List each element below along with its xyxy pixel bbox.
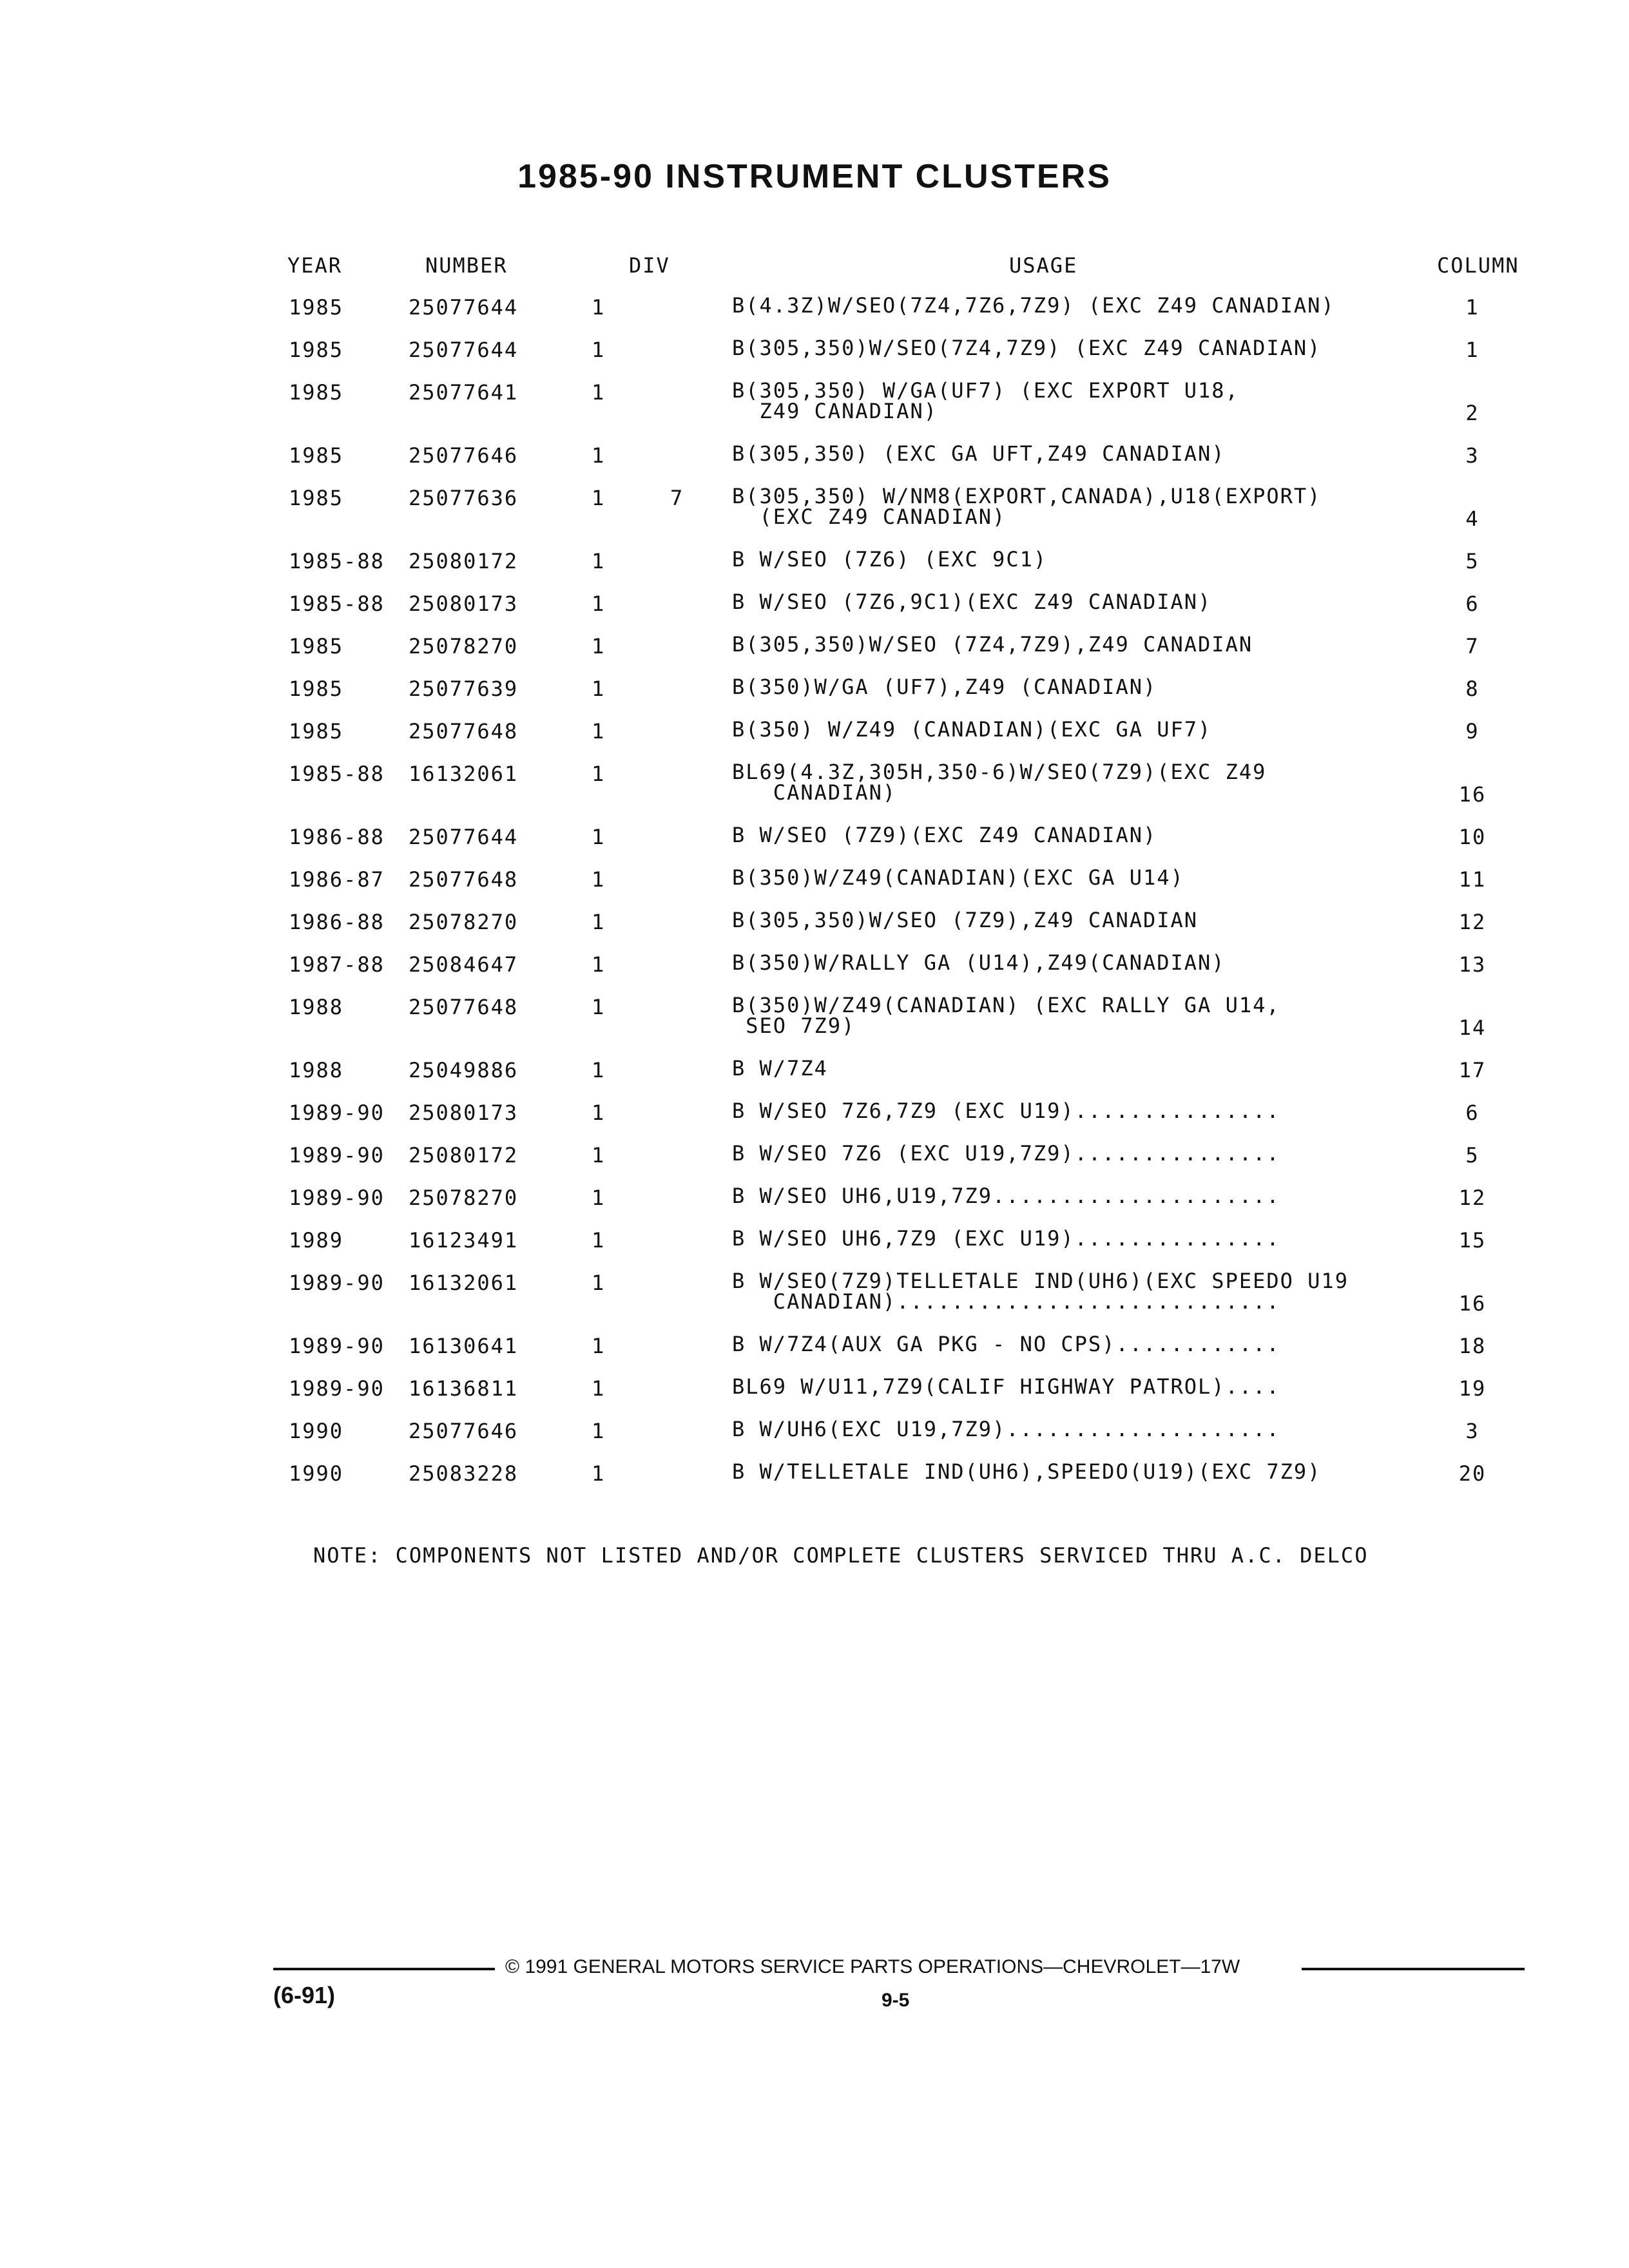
footer-rule-left xyxy=(273,1968,495,1970)
note: NOTE: COMPONENTS NOT LISTED AND/OR COMPLETE CLUSTERS SERVICED THRU A.C. DELCO xyxy=(313,1543,1369,1568)
cell-number: 16130641 xyxy=(409,1334,519,1358)
cell-year: 1985-88 xyxy=(289,591,385,616)
cell-usage: B(305,350)W/SEO (7Z4,7Z9),Z49 CANADIAN xyxy=(732,632,1253,657)
cell-column: 1 xyxy=(1465,338,1480,362)
cell-year: 1985 xyxy=(289,295,344,320)
cell-column: 10 xyxy=(1458,825,1487,849)
cell-column: 13 xyxy=(1458,952,1487,977)
cell-column: 16 xyxy=(1458,782,1487,807)
cell-number: 25080172 xyxy=(409,549,519,573)
cell-div: 1 xyxy=(592,549,606,573)
cell-number: 25077644 xyxy=(409,338,519,362)
cell-year: 1989-90 xyxy=(289,1376,385,1401)
cell-year: 1986-88 xyxy=(289,910,385,934)
cell-column: 12 xyxy=(1458,1186,1487,1210)
cell-year: 1985 xyxy=(289,443,344,468)
cell-number: 25077641 xyxy=(409,380,519,405)
cell-div: 1 xyxy=(592,380,606,405)
cell-year: 1989-90 xyxy=(289,1271,385,1295)
cell-usage: B W/UH6(EXC U19,7Z9).................... xyxy=(732,1417,1280,1441)
cell-usage: B W/SEO (7Z9)(EXC Z49 CANADIAN) xyxy=(732,823,1157,847)
cell-usage: B W/SEO (7Z6) (EXC 9C1) xyxy=(732,547,1048,572)
header-div: DIV xyxy=(629,253,670,278)
cell-year: 1986-87 xyxy=(289,867,385,892)
footer-copyright: © 1991 GENERAL MOTORS SERVICE PARTS OPERATIONS—CHEVROLET—17W xyxy=(505,1956,1240,1977)
cell-column: 1 xyxy=(1465,295,1480,320)
cell-column: 3 xyxy=(1465,1419,1480,1443)
cell-div: 1 xyxy=(592,443,606,468)
cell-div: 1 xyxy=(592,719,606,744)
cell-div: 1 xyxy=(592,1186,606,1210)
cell-column: 6 xyxy=(1465,591,1480,616)
cell-number: 25078270 xyxy=(409,634,519,658)
cell-usage: B(350)W/Z49(CANADIAN)(EXC GA U14) xyxy=(732,865,1184,890)
cell-year: 1985 xyxy=(289,338,344,362)
cell-number: 25080173 xyxy=(409,591,519,616)
cell-usage: B W/SEO (7Z6,9C1)(EXC Z49 CANADIAN) xyxy=(732,590,1212,614)
cell-usage: B(350)W/Z49(CANADIAN) (EXC RALLY GA U14, SEO 7Z9) xyxy=(732,993,1280,1038)
cell-usage: B W/SEO 7Z6 (EXC U19,7Z9)............... xyxy=(732,1141,1280,1166)
cell-number: 16132061 xyxy=(409,1271,519,1295)
cell-div: 1 xyxy=(592,1271,606,1295)
cell-number: 25084647 xyxy=(409,952,519,977)
cell-year: 1989-90 xyxy=(289,1143,385,1168)
footer-rule-right xyxy=(1302,1968,1525,1970)
cell-div: 1 xyxy=(592,1228,606,1253)
cell-column: 5 xyxy=(1465,549,1480,573)
cell-div: 1 xyxy=(592,867,606,892)
page-title: 1985-90 INSTRUMENT CLUSTERS xyxy=(517,158,1112,195)
cell-year: 1989-90 xyxy=(289,1334,385,1358)
cell-usage: BL69(4.3Z,305H,350-6)W/SEO(7Z9)(EXC Z49 CANADIAN) xyxy=(732,760,1267,805)
header-column: COLUMN xyxy=(1437,253,1519,278)
cell-div: 1 xyxy=(592,486,606,510)
cell-div: 1 xyxy=(592,1058,606,1082)
footer-date-code: (6-91) xyxy=(273,1982,336,2008)
cell-div: 1 xyxy=(592,677,606,701)
cell-usage: B(305,350) W/NM8(EXPORT,CANADA),U18(EXPORT) (EXC Z49 CANADIAN) xyxy=(732,484,1322,529)
cell-column: 19 xyxy=(1458,1376,1487,1401)
cell-number: 25080173 xyxy=(409,1100,519,1125)
cell-year: 1985 xyxy=(289,719,344,744)
cell-div: 1 xyxy=(592,1461,606,1486)
cell-usage: BL69 W/U11,7Z9(CALIF HIGHWAY PATROL).... xyxy=(732,1374,1280,1399)
cell-number: 16123491 xyxy=(409,1228,519,1253)
cell-usage: B(305,350) (EXC GA UFT,Z49 CANADIAN) xyxy=(732,441,1226,466)
page-number: 9-5 xyxy=(882,1990,910,2011)
cell-usage: B W/SEO UH6,U19,7Z9..................... xyxy=(732,1184,1280,1208)
cell-usage: B W/SEO 7Z6,7Z9 (EXC U19)............... xyxy=(732,1099,1280,1123)
cell-number: 25077648 xyxy=(409,719,519,744)
cell-number: 16136811 xyxy=(409,1376,519,1401)
cell-number: 25077644 xyxy=(409,295,519,320)
cell-year: 1989-90 xyxy=(289,1100,385,1125)
cell-column: 4 xyxy=(1465,506,1480,531)
cell-column: 16 xyxy=(1458,1291,1487,1316)
cell-usage: B(305,350)W/SEO (7Z9),Z49 CANADIAN xyxy=(732,908,1199,932)
cell-year: 1988 xyxy=(289,995,344,1019)
cell-number: 25077648 xyxy=(409,867,519,892)
cell-column: 15 xyxy=(1458,1228,1487,1253)
cell-div: 1 xyxy=(592,338,606,362)
cell-year: 1989 xyxy=(289,1228,344,1253)
cell-usage: B(350)W/GA (UF7),Z49 (CANADIAN) xyxy=(732,675,1157,699)
cell-year: 1985 xyxy=(289,380,344,405)
cell-column: 11 xyxy=(1458,867,1487,892)
cell-div: 1 xyxy=(592,1334,606,1358)
cell-div: 1 xyxy=(592,910,606,934)
cell-number: 25080172 xyxy=(409,1143,519,1168)
cell-year: 1985 xyxy=(289,634,344,658)
cell-year: 1990 xyxy=(289,1419,344,1443)
cell-year: 1990 xyxy=(289,1461,344,1486)
cell-column: 2 xyxy=(1465,401,1480,425)
cell-div: 1 xyxy=(592,1143,606,1168)
cell-column: 8 xyxy=(1465,677,1480,701)
cell-year: 1986-88 xyxy=(289,825,385,849)
cell-number: 25077636 xyxy=(409,486,519,510)
cell-number: 25049886 xyxy=(409,1058,519,1082)
cell-column: 12 xyxy=(1458,910,1487,934)
cell-usage: B W/SEO(7Z9)TELLETALE IND(UH6)(EXC SPEEDO U19 CANADIAN)............................ xyxy=(732,1269,1349,1314)
cell-div: 1 xyxy=(592,762,606,786)
cell-usage: B(4.3Z)W/SEO(7Z4,7Z6,7Z9) (EXC Z49 CANADIAN) xyxy=(732,293,1335,318)
cell-year: 1987-88 xyxy=(289,952,385,977)
cell-div: 1 xyxy=(592,1419,606,1443)
cell-usage: B W/7Z4(AUX GA PKG - NO CPS)............ xyxy=(732,1332,1280,1356)
cell-div: 1 xyxy=(592,952,606,977)
cell-column: 17 xyxy=(1458,1058,1487,1082)
cell-div: 1 xyxy=(592,634,606,658)
cell-div: 1 xyxy=(592,1376,606,1401)
cell-column: 20 xyxy=(1458,1461,1487,1486)
cell-div-secondary: 7 xyxy=(670,486,684,510)
cell-div: 1 xyxy=(592,1100,606,1125)
cell-year: 1985-88 xyxy=(289,549,385,573)
cell-column: 14 xyxy=(1458,1015,1487,1040)
cell-div: 1 xyxy=(592,591,606,616)
cell-div: 1 xyxy=(592,995,606,1019)
cell-number: 25083228 xyxy=(409,1461,519,1486)
cell-usage: B W/7Z4 xyxy=(732,1056,828,1081)
header-number: NUMBER xyxy=(425,253,508,278)
cell-number: 25078270 xyxy=(409,910,519,934)
cell-usage: B W/TELLETALE IND(UH6),SPEEDO(U19)(EXC 7Z9) xyxy=(732,1459,1322,1484)
cell-number: 25077646 xyxy=(409,1419,519,1443)
cell-column: 6 xyxy=(1465,1100,1480,1125)
header-year: YEAR xyxy=(287,253,343,278)
cell-year: 1988 xyxy=(289,1058,344,1082)
cell-div: 1 xyxy=(592,295,606,320)
cell-year: 1985 xyxy=(289,486,344,510)
cell-number: 25078270 xyxy=(409,1186,519,1210)
cell-column: 18 xyxy=(1458,1334,1487,1358)
cell-number: 16132061 xyxy=(409,762,519,786)
cell-column: 5 xyxy=(1465,1143,1480,1168)
cell-number: 25077646 xyxy=(409,443,519,468)
header-usage: USAGE xyxy=(1009,253,1078,278)
cell-year: 1989-90 xyxy=(289,1186,385,1210)
cell-column: 7 xyxy=(1465,634,1480,658)
cell-usage: B(305,350)W/SEO(7Z4,7Z9) (EXC Z49 CANADIAN) xyxy=(732,336,1322,360)
cell-usage: B(305,350) W/GA(UF7) (EXC EXPORT U18, Z49 CANADIAN) xyxy=(732,378,1239,423)
cell-usage: B W/SEO UH6,7Z9 (EXC U19)............... xyxy=(732,1226,1280,1251)
cell-div: 1 xyxy=(592,825,606,849)
cell-column: 3 xyxy=(1465,443,1480,468)
cell-year: 1985-88 xyxy=(289,762,385,786)
cell-usage: B(350)W/RALLY GA (U14),Z49(CANADIAN) xyxy=(732,950,1226,975)
cell-number: 25077648 xyxy=(409,995,519,1019)
cell-usage: B(350) W/Z49 (CANADIAN)(EXC GA UF7) xyxy=(732,717,1212,742)
cell-number: 25077639 xyxy=(409,677,519,701)
cell-year: 1985 xyxy=(289,677,344,701)
cell-number: 25077644 xyxy=(409,825,519,849)
cell-column: 9 xyxy=(1465,719,1480,744)
